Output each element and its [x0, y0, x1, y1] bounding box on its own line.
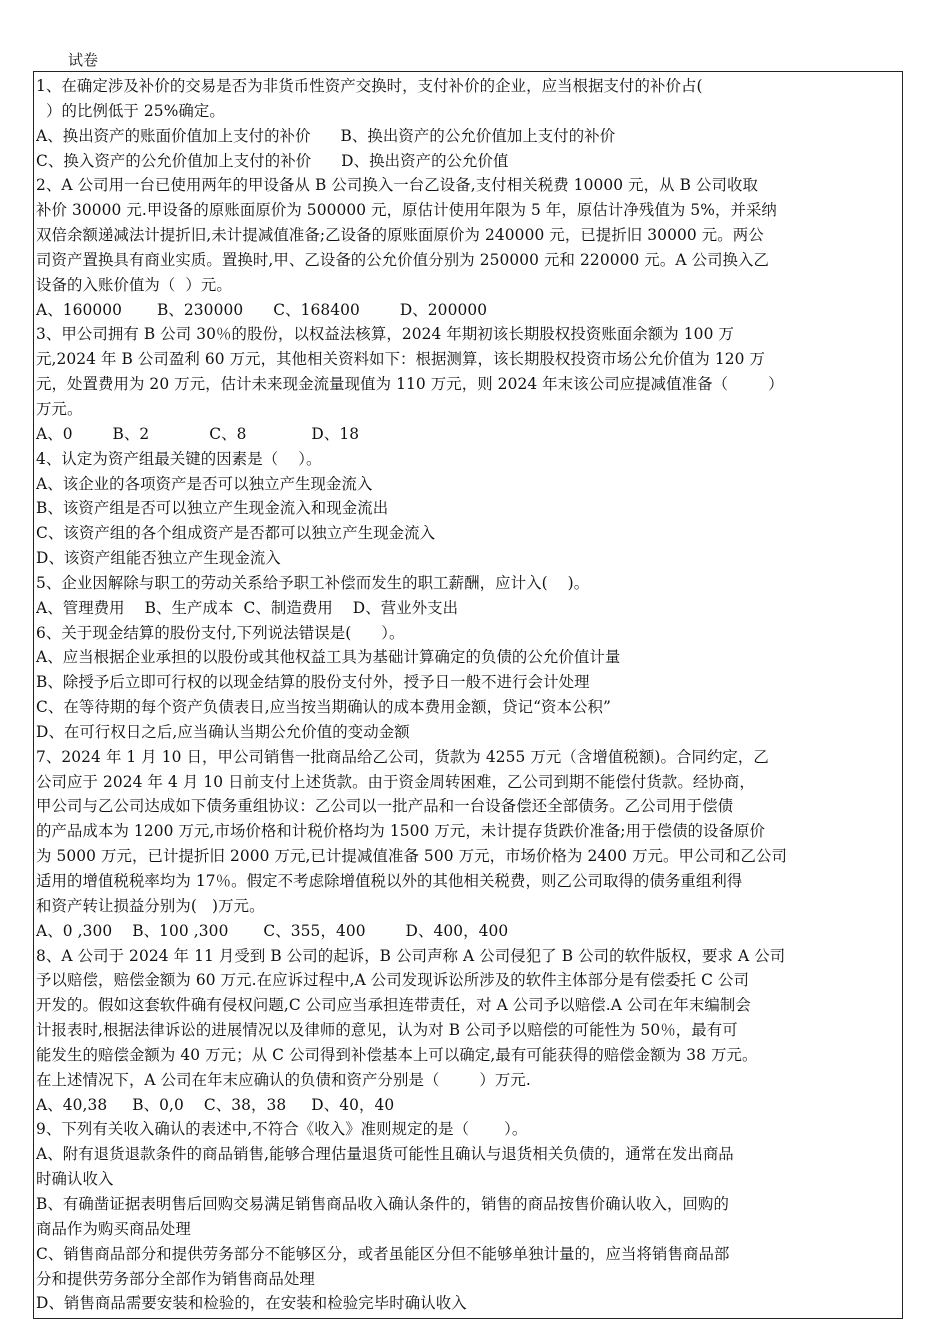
text-line: 适用的增值税税率均为 17％。假定不考虑除增值税以外的其他相关税费，则乙公司取得的债务重组利得: [36, 872, 743, 890]
text-line: 7、2024 年 1 月 10 日，甲公司销售一批商品给乙公司，货款为 4255 万元（含增值税额)。合同约定，乙: [36, 747, 769, 766]
text-line: A、管理费用 B、生产成本 C、制造费用 D、营业外支出: [36, 598, 459, 617]
text-line: 9、下列有关收入确认的表述中,不符合《收入》准则规定的是（ ）。: [36, 1120, 528, 1139]
exam-content-frame: [33, 71, 903, 1319]
text-line: 能发生的赔偿金额为 40 万元；从 C 公司得到补偿基本上可以确定,最有可能获得的赔偿金额为 38 万元。: [36, 1045, 758, 1064]
text-line: D、销售商品需要安装和检验的，在安装和检验完毕时确认收入: [36, 1294, 467, 1313]
text-line: 8、A 公司于 2024 年 11 月受到 B 公司的起诉，B 公司声称 A 公司侵犯了 B 公司的软件版权，要求 A 公司: [36, 946, 786, 965]
text-line: 万元。: [36, 399, 83, 418]
text-line: 分和提供劳务部分全部作为销售商品处理: [36, 1269, 315, 1288]
text-line: 商品作为购买商品处理: [36, 1219, 191, 1238]
text-line: 为 5000 万元，已计提折旧 2000 万元,已计提减值准备 500 万元，市场价格为 2400 万元。甲公司和乙公司: [36, 847, 787, 866]
text-line: A、0 ,300 B、100 ,300 C、355，400 D、400，400: [36, 921, 509, 940]
text-line: A、该企业的各项资产是否可以独立产生现金流入: [36, 474, 373, 493]
text-line: 时确认收入: [36, 1170, 114, 1189]
text-line: 1、在确定涉及补价的交易是否为非货币性资产交换时，支付补价的企业，应当根据支付的补价占(: [36, 77, 703, 95]
text-line: ）的比例低于 25%确定。: [36, 101, 225, 120]
text-line: A、附有退货退款条件的商品销售,能够合理估量退货可能性且确认与退货相关负债的，通常在发出商品: [36, 1145, 734, 1164]
text-line: D、在可行权日之后,应当确认当期公允价值的变动金额: [36, 722, 410, 741]
document-header: 试卷: [68, 51, 99, 69]
text-line: C、销售商品部分和提供劳务部分不能够区分，或者虽能区分但不能够单独计量的，应当将销售商品部: [36, 1244, 730, 1263]
text-line: C、该资产组的各个组成资产是否都可以独立产生现金流入: [36, 524, 436, 543]
text-line: A、160000 B、230000 C、168400 D、200000: [36, 300, 488, 319]
text-line: 5、企业因解除与职工的劳动关系给予职工补偿而发生的职工薪酬，应计入( )。: [36, 573, 590, 592]
text-line: C、在等待期的每个资产负债表日,应当按当期确认的成本费用金额，贷记“资本公积”: [36, 698, 611, 717]
text-line: 和资产转让损益分别为( )万元。: [36, 896, 265, 915]
text-line: B、除授予后立即可行权的以现金结算的股份支付外，授予日一般不进行会计处理: [36, 673, 590, 692]
text-line: 补价 30000 元.甲设备的原账面原价为 500000 元，原估计使用年限为 5 年，原估计净残值为 5%，并采纳: [36, 201, 777, 220]
text-line: A、换出资产的账面价值加上支付的补价 B、换出资产的公允价值加上支付的补价: [36, 126, 616, 145]
text-line: 2、A 公司用一台已使用两年的甲设备从 B 公司换入一台乙设备,支付相关税费 10000 元，从 B 公司收取: [36, 176, 758, 195]
text-line: 甲公司与乙公司达成如下债务重组协议：乙公司以一批产品和一台设备偿还全部债务。乙公司用于偿债: [36, 797, 734, 816]
text-line: B、该资产组是否可以独立产生现金流入和现金流出: [36, 499, 389, 518]
text-line: 元，处置费用为 20 万元，估计未来现金流量现值为 110 万元，则 2024 年末该公司应提减值准备（ ）: [36, 375, 784, 394]
text-line: 司资产置换具有商业实质。置换时,甲、乙设备的公允价值分别为 250000 元和 220000 元。A 公司换入乙: [36, 250, 770, 269]
text-line: 6、关于现金结算的股份支付,下列说法错误是( ）。: [36, 623, 405, 642]
text-line: 3、甲公司拥有 B 公司 30％的股份，以权益法核算，2024 年期初该长期股权投资账面余额为 100 万: [36, 325, 734, 344]
text-line: 4、认定为资产组最关键的因素是（ ）。: [36, 449, 322, 468]
text-line: A、应当根据企业承担的以股份或其他权益工具为基础计算确定的负债的公允价值计量: [36, 648, 621, 667]
text-line: A、0 B、2 C、8 D、18: [36, 424, 360, 443]
text-line: 元,2024 年 B 公司盈利 60 万元，其他相关资料如下：根据测算，该长期股权投资市场公允价值为 120 万: [36, 350, 766, 369]
text-line: A、40,38 B、0,0 C、38，38 D、40，40: [36, 1095, 395, 1114]
text-line: C、换入资产的公允价值加上支付的补价 D、换出资产的公允价值: [36, 151, 509, 170]
text-line: 设备的入账价值为（ ）元。: [36, 275, 232, 294]
text-line: D、该资产组能否独立产生现金流入: [36, 549, 281, 568]
text-line: 公司应于 2024 年 4 月 10 日前支付上述货款。由于资金周转困难，乙公司到期不能偿付货款。经协商，: [36, 772, 755, 791]
text-line: 的产品成本为 1200 万元,市场价格和计税价格均为 1500 万元，未计提存货跌价准备;用于偿债的设备原价: [36, 822, 766, 841]
text-line: B、有确凿证据表明售后回购交易满足销售商品收入确认条件的，销售的商品按售价确认收入，回购的: [36, 1194, 729, 1213]
text-line: 在上述情况下，A 公司在年末应确认的负债和资产分别是（ ）万元.: [36, 1070, 531, 1089]
text-line: 开发的。假如这套软件确有侵权问题,C 公司应当承担连带责任，对 A 公司予以赔偿.A 公司在年末编制会: [36, 996, 751, 1015]
text-line: 计报表时,根据法律诉讼的进展情况以及律师的意见，认为对 B 公司予以赔偿的可能性为 50％，最有可: [36, 1021, 738, 1040]
text-line: 双倍余额递减法计提折旧,未计提减值准备;乙设备的原账面原价为 240000 元，已提折旧 30000 元。两公: [36, 226, 764, 245]
text-line: 予以赔偿，赔偿金额为 60 万元.在应诉过程中,A 公司发现诉讼所涉及的软件主体部分是有偿委托 C 公司: [36, 971, 749, 990]
